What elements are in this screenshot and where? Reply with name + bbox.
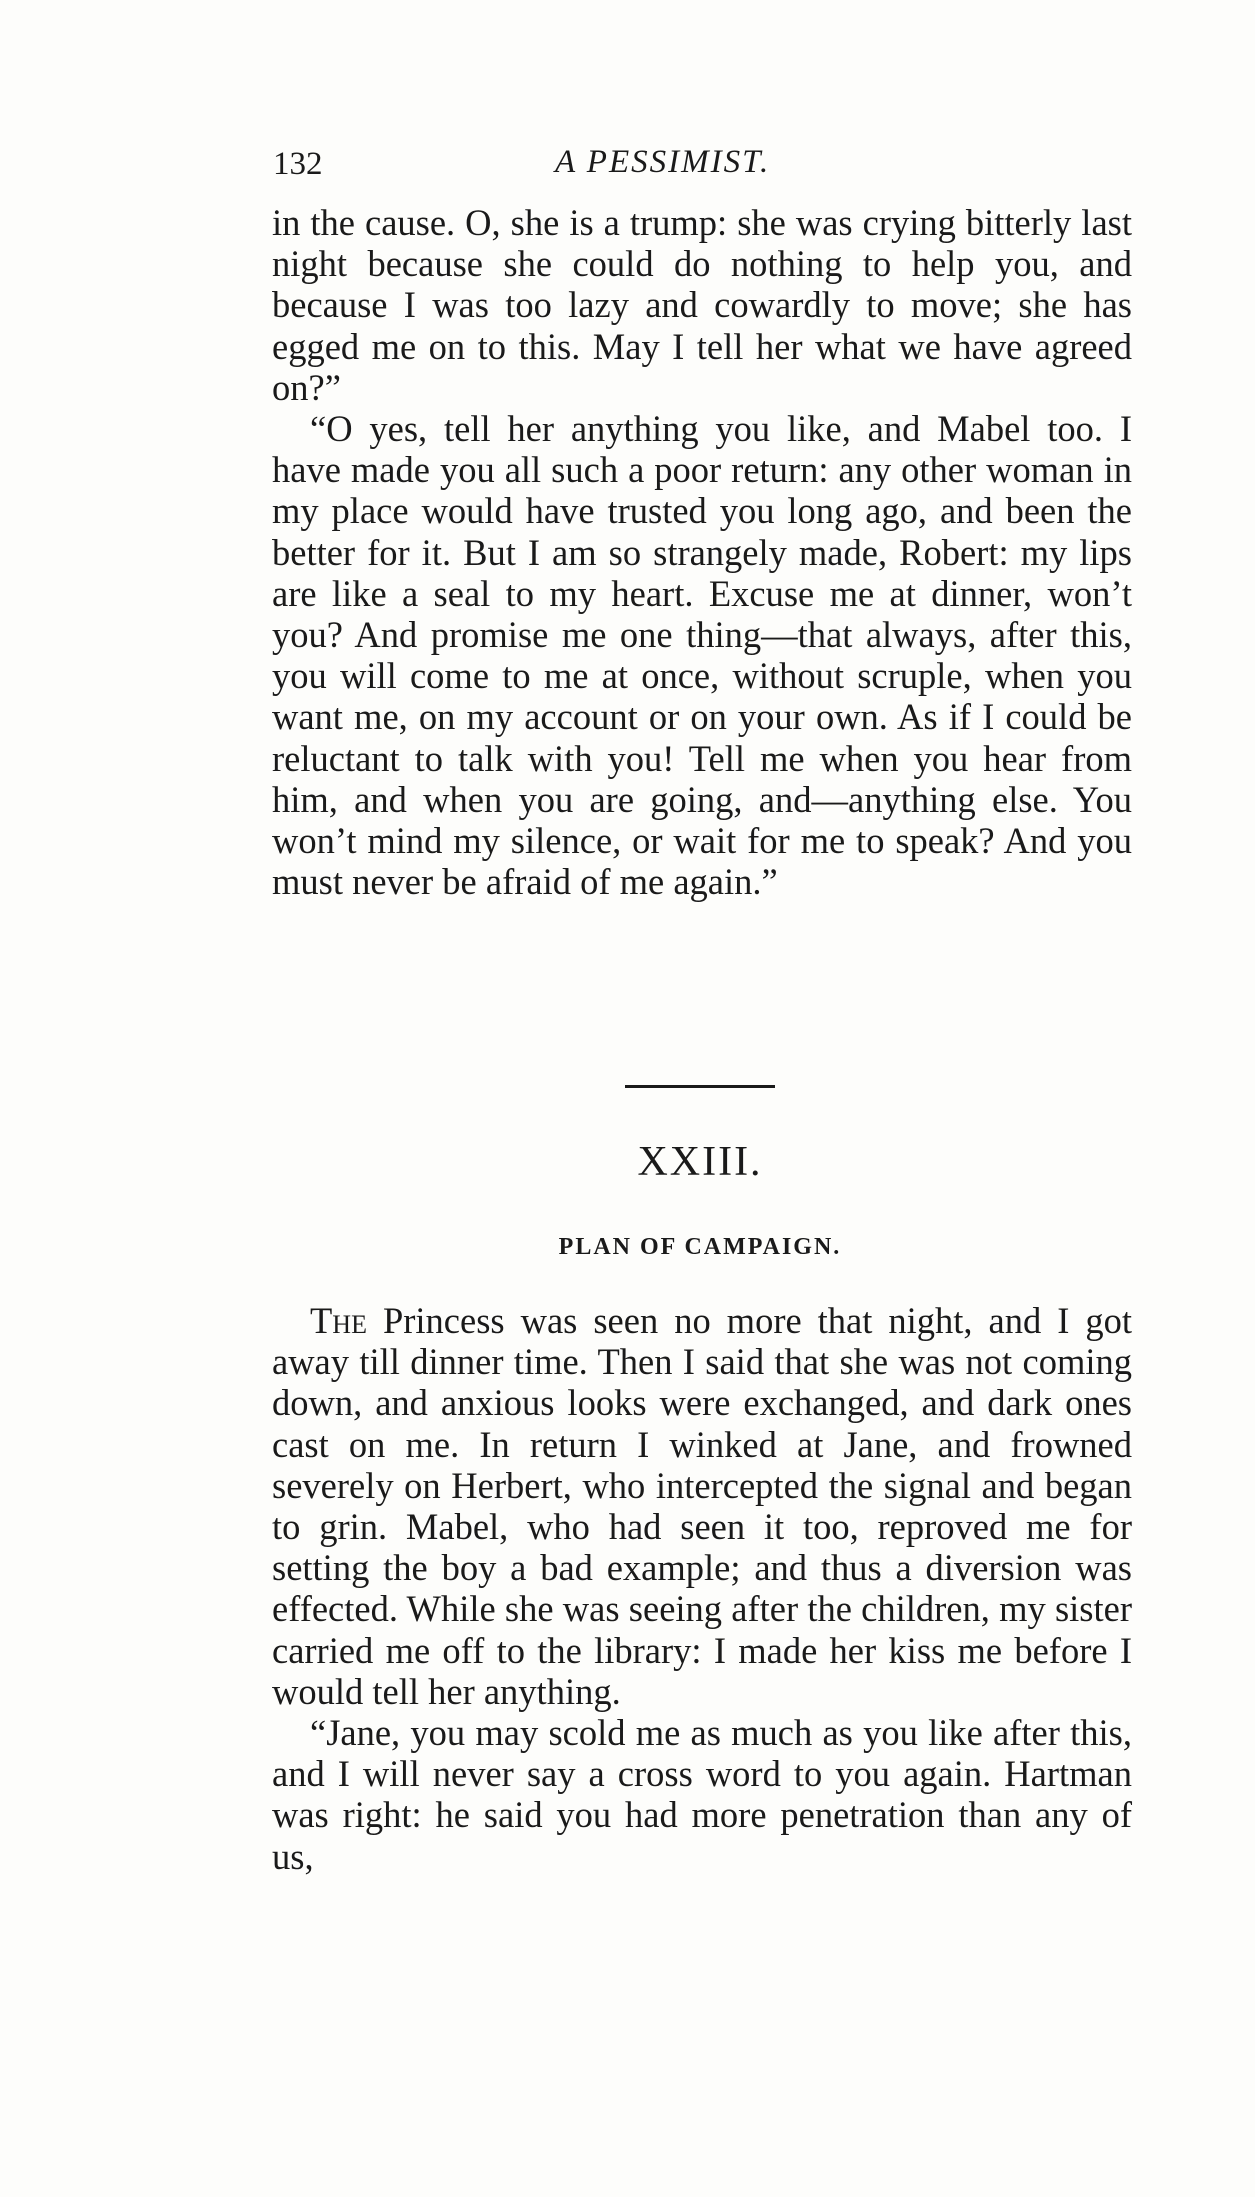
paragraph: “Jane, you may scold me as much as you like after this, and I will never say a cross word to you again. Hartman was right: he said you had more penetration than any of us, — [272, 1712, 1132, 1877]
chapter-title: PLAN OF CAMPAIGN. — [558, 1234, 842, 1260]
section-divider — [625, 1085, 775, 1088]
paragraph — [272, 1300, 1132, 1712]
text-block-top — [272, 202, 1132, 902]
paragraph: “O yes, tell her anything you like, and Mabel too. I have made you all such a poor return: any other woman in my place would have trusted you long ago, and been the better for it. But I am so strangely made, Robert: my lips are like a seal to my heart. Excuse me at dinner, won’t you? And promise me one thing—that always, after this, you will come to me at once, without scruple, when you want me, on my account or on your own. As if I could be reluctant to talk with you! Tell me when you hear from him, and when you are going, and—anything else. You won’t mind my silence, or wait for me to speak? And you must never be afraid of me again.” — [272, 408, 1132, 903]
running-head: A PESSIMIST. — [555, 144, 771, 180]
chapter-number: XXIII. — [637, 1139, 763, 1185]
paragraph: in the cause. O, she is a trump: she was crying bitterly last night because she could do nothing to help you, and because I was too lazy and cowardly to move; she has egged me on to this. May I tell her what we have agreed on?” — [272, 202, 1132, 408]
opening-word: The — [310, 1300, 367, 1341]
page-number: 132 — [273, 146, 323, 182]
paragraph-text: Princess was seen no more that night, and I got away till dinner time. Then I said that she was not coming down, and anxious looks were exchanged, and dark ones cast on me. In return I winked at Jane, and frowned severely on Herbert, who intercepted the signal and began to grin. Mabel, who had seen it too, reproved me for setting the boy a bad example; and thus a diversion was effected. While she was seeing after the children, my sister carried me off to the library: I made her kiss me before I would tell her anything. — [272, 1300, 1132, 1712]
page-header — [270, 140, 1132, 190]
text-block-bottom — [272, 1300, 1132, 1877]
